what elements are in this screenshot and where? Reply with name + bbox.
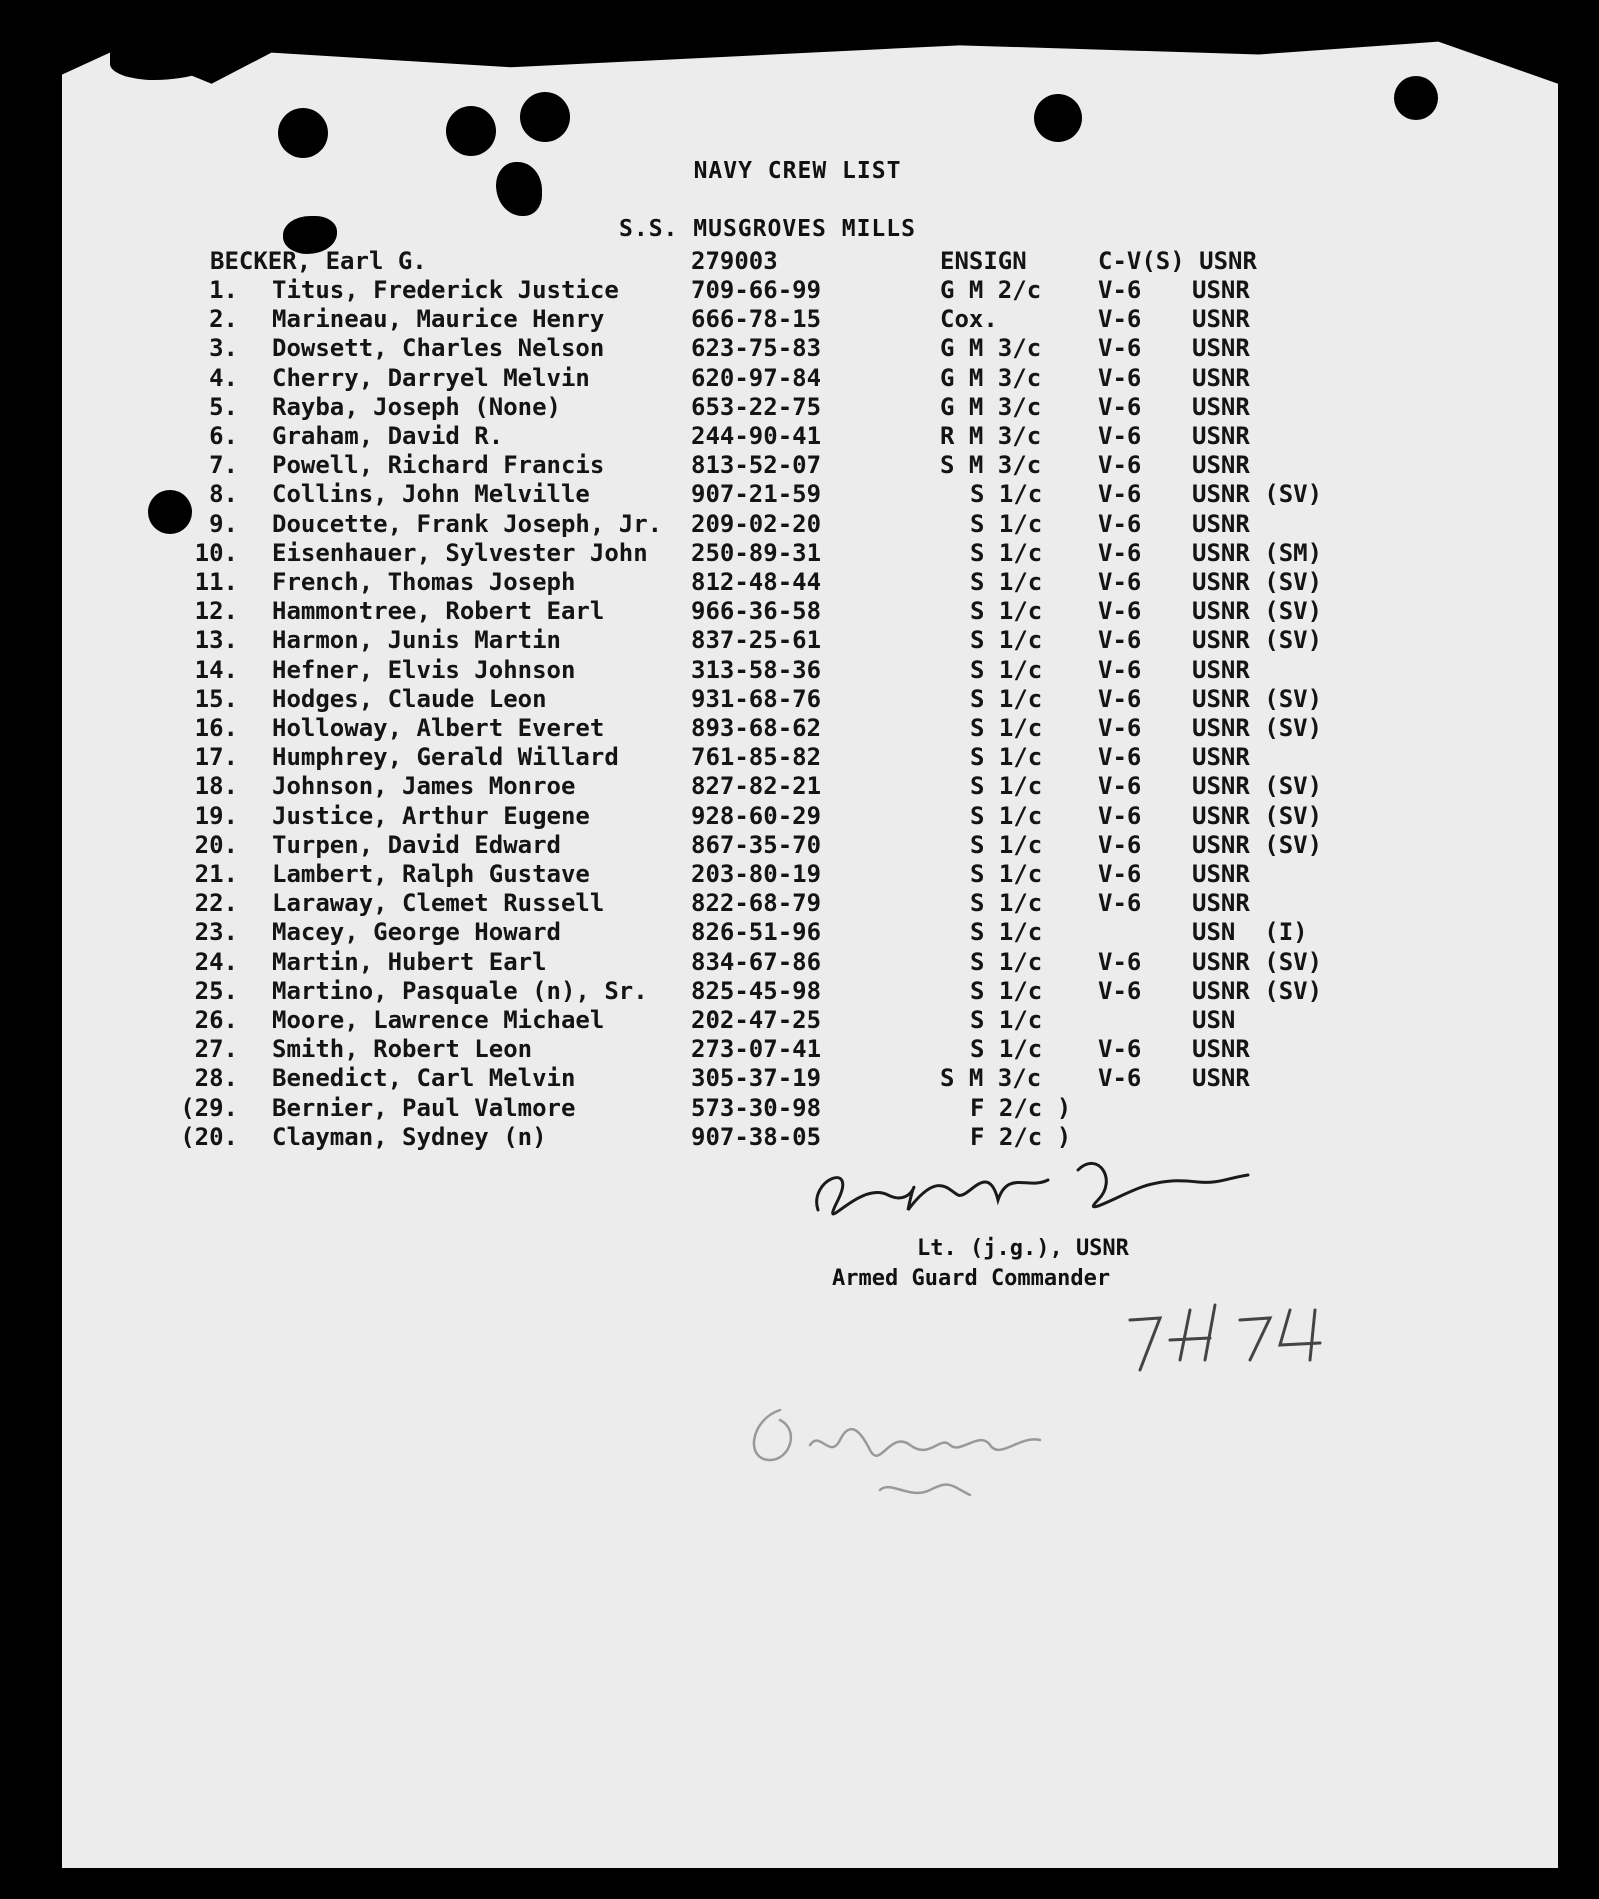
crew-rate: S 1/c [970,509,1043,538]
crew-name: Graham, David R. [272,422,504,450]
punch-hole [1034,94,1082,142]
crew-number: 25. [194,976,238,1005]
crew-row [0,1064,1599,1094]
crew-branch: USNR [1192,655,1250,684]
crew-row [0,480,1599,510]
crew-class: V-6 [1098,568,1142,596]
crew-branch: USNR [1192,334,1250,363]
crew-service-no: 203-80-19 [691,860,822,888]
crew-name: Rayba, Joseph (None) [272,392,561,421]
crew-rate: S 1/c [970,1006,1043,1034]
crew-name: Laraway, Clemet Russell [272,889,605,918]
crew-row [0,393,1599,423]
crew-number: (29. [180,1093,238,1122]
crew-service-no: 812-48-44 [691,568,822,596]
crew-row [0,422,1599,452]
crew-row [0,860,1599,890]
crew-rate: S 1/c [970,860,1043,888]
crew-name: Dowsett, Charles Nelson [272,334,605,363]
crew-row [0,276,1599,306]
signer-position: Armed Guard Commander [832,1266,1111,1291]
crew-branch: USNR [1192,451,1250,480]
crew-service-no: 273-07-41 [691,1035,822,1064]
crew-class: V-6 [1098,480,1142,509]
crew-name: Humphrey, Gerald Willard [272,743,619,772]
crew-branch: USNR (SV) [1192,597,1323,626]
crew-name: Marineau, Maurice Henry [272,305,605,334]
crew-service-no: 313-58-36 [691,655,822,684]
crew-service-no: 827-82-21 [691,772,822,801]
crew-class: V-6 [1098,743,1142,772]
crew-rate: S 1/c [970,830,1043,859]
crew-name: Powell, Richard Francis [272,451,605,480]
crew-number: 11. [194,568,238,596]
crew-class: V-6 [1098,947,1142,976]
crew-number: 10. [194,538,238,567]
crew-service-no: 822-68-79 [691,889,822,918]
crew-service-no: 893-68-62 [691,714,822,742]
crew-name: French, Thomas Joseph [272,568,576,596]
crew-class: V-6 [1098,655,1142,684]
crew-service-no: 907-21-59 [691,480,822,509]
crew-class: V-6 [1098,538,1142,567]
crew-rate: S M 3/c [940,451,1042,480]
crew-row [0,626,1599,656]
crew-branch: USNR (SV) [1192,801,1323,830]
crew-name: Benedict, Carl Melvin [272,1064,576,1093]
crew-number: 28. [194,1064,238,1093]
crew-number: 1. [209,276,238,304]
crew-branch: USNR [1192,889,1250,918]
crew-class: V-6 [1098,305,1142,334]
crew-branch: USNR [1192,392,1250,421]
crew-number: 7. [209,451,238,480]
crew-class: V-6 [1098,830,1142,859]
crew-service-no: 928-60-29 [691,801,822,830]
crew-number: 20. [194,830,238,859]
crew-class: V-6 [1098,363,1142,392]
crew-branch: USNR [1192,305,1250,334]
officer-row [0,247,1599,277]
crew-branch: USNR (SV) [1192,830,1323,859]
crew-row [0,656,1599,686]
crew-number: 19. [194,801,238,830]
officer-name: BECKER, Earl G. [210,247,427,275]
crew-service-no: 761-85-82 [691,743,822,772]
crew-row [0,802,1599,832]
handwritten-date [1120,1300,1360,1380]
crew-class: V-6 [1098,976,1142,1005]
crew-rate: S 1/c [970,743,1043,772]
punch-hole [446,106,496,156]
crew-rate: F 2/c ) [970,1122,1072,1151]
crew-number: 21. [194,860,238,888]
crew-row [0,772,1599,802]
crew-rate: S 1/c [970,918,1043,947]
crew-row [0,510,1599,540]
crew-class: V-6 [1098,1035,1142,1064]
crew-number: 24. [194,947,238,976]
crew-service-no: 620-97-84 [691,363,822,392]
crew-branch: USNR (SV) [1192,626,1323,655]
crew-class: V-6 [1098,451,1142,480]
crew-rate: S 1/c [970,976,1043,1005]
crew-number: 12. [194,597,238,626]
crew-branch: USNR [1192,363,1250,392]
crew-rate: G M 3/c [940,392,1042,421]
crew-class: V-6 [1098,509,1142,538]
crew-name: Macey, George Howard [272,918,561,947]
crew-rate: G M 2/c [940,276,1042,304]
crew-rate: S M 3/c [940,1064,1042,1093]
crew-number: 2. [209,305,238,334]
crew-branch: USNR [1192,1064,1250,1093]
crew-branch: USNR [1192,509,1250,538]
crew-row [0,597,1599,627]
crew-branch: USNR [1192,743,1250,772]
crew-rate: G M 3/c [940,363,1042,392]
officer-class-branch: C-V(S) USNR [1098,247,1257,275]
signature-image [798,1140,1258,1240]
crew-number: 15. [194,684,238,713]
crew-service-no: 931-68-76 [691,684,822,713]
crew-number: 13. [194,626,238,655]
crew-row [0,918,1599,948]
crew-rate: S 1/c [970,947,1043,976]
crew-row [0,1006,1599,1036]
crew-service-no: 305-37-19 [691,1064,822,1093]
crew-service-no: 867-35-70 [691,830,822,859]
officer-service-no: 279003 [691,247,778,275]
crew-class: V-6 [1098,801,1142,830]
crew-class: V-6 [1098,860,1142,888]
crew-rate: S 1/c [970,626,1043,655]
crew-row [0,1035,1599,1065]
crew-class: V-6 [1098,626,1142,655]
crew-branch: USNR [1192,422,1250,450]
crew-rate: S 1/c [970,684,1043,713]
crew-name: Hefner, Elvis Johnson [272,655,576,684]
crew-branch: USNR [1192,276,1250,304]
crew-name: Clayman, Sydney (n) [272,1122,547,1151]
crew-name: Lambert, Ralph Gustave [272,860,590,888]
crew-number: 26. [194,1006,238,1034]
crew-number: 14. [194,655,238,684]
crew-name: Hammontree, Robert Earl [272,597,605,626]
crew-class: V-6 [1098,714,1142,742]
crew-number: 17. [194,743,238,772]
crew-service-no: 837-25-61 [691,626,822,655]
crew-row [0,685,1599,715]
crew-name: Doucette, Frank Joseph, Jr. [272,509,663,538]
crew-name: Collins, John Melville [272,480,590,509]
crew-row [0,889,1599,919]
crew-name: Bernier, Paul Valmore [272,1093,576,1122]
crew-row [0,305,1599,335]
crew-row [0,364,1599,394]
crew-rate: S 1/c [970,772,1043,801]
crew-service-no: 209-02-20 [691,509,822,538]
crew-branch: USN (I) [1192,918,1308,947]
crew-name: Moore, Lawrence Michael [272,1006,605,1034]
crew-rate: S 1/c [970,889,1043,918]
crew-branch: USNR (SV) [1192,480,1323,509]
document-title: NAVY CREW LIST [693,158,902,184]
crew-number: 22. [194,889,238,918]
crew-row [0,948,1599,978]
crew-rate: S 1/c [970,714,1043,742]
crew-name: Holloway, Albert Everet [272,714,605,742]
punch-hole [520,92,570,142]
crew-branch: USNR (SV) [1192,568,1323,596]
crew-row [0,334,1599,364]
crew-rate: S 1/c [970,568,1043,596]
crew-service-no: 623-75-83 [691,334,822,363]
crew-service-no: 813-52-07 [691,451,822,480]
crew-rate: S 1/c [970,1035,1043,1064]
crew-name: Harmon, Junis Martin [272,626,561,655]
crew-class: V-6 [1098,334,1142,363]
crew-branch: USNR (SV) [1192,772,1323,801]
crew-branch: USNR (SV) [1192,947,1323,976]
crew-rate: S 1/c [970,538,1043,567]
crew-service-no: 573-30-98 [691,1093,822,1122]
crew-class: V-6 [1098,422,1142,450]
ship-name: S.S. MUSGROVES MILLS [619,216,916,242]
crew-service-no: 826-51-96 [691,918,822,947]
crew-number: 8. [209,480,238,509]
officer-rate: ENSIGN [940,247,1027,275]
crew-number: (20. [180,1122,238,1151]
crew-rate: G M 3/c [940,334,1042,363]
crew-name: Turpen, David Edward [272,830,561,859]
crew-row [0,743,1599,773]
crew-name: Smith, Robert Leon [272,1035,533,1064]
punch-hole [278,108,328,158]
crew-service-no: 907-38-05 [691,1122,822,1151]
crew-row [0,714,1599,744]
crew-name: Cherry, Darryel Melvin [272,363,590,392]
crew-service-no: 666-78-15 [691,305,822,334]
crew-branch: USNR (SV) [1192,976,1323,1005]
crew-class: V-6 [1098,392,1142,421]
signer-rank: Lt. (j.g.), USNR [917,1236,1129,1261]
crew-name: Hodges, Claude Leon [272,684,547,713]
crew-class: V-6 [1098,684,1142,713]
crew-row [0,831,1599,861]
crew-rate: S 1/c [970,597,1043,626]
crew-branch: USNR (SV) [1192,684,1323,713]
crew-row [0,1094,1599,1124]
crew-number: 3. [209,334,238,363]
crew-number: 6. [209,422,238,450]
crew-number: 5. [209,392,238,421]
crew-service-no: 825-45-98 [691,976,822,1005]
crew-row [0,451,1599,481]
crew-rate: F 2/c ) [970,1093,1072,1122]
crew-number: 18. [194,772,238,801]
crew-name: Eisenhauer, Sylvester John [272,538,648,567]
handwritten-note [740,1390,1120,1520]
crew-branch: USNR (SV) [1192,714,1323,742]
crew-class: V-6 [1098,772,1142,801]
crew-rate: S 1/c [970,655,1043,684]
crew-number: 9. [209,509,238,538]
crew-branch: USNR (SM) [1192,538,1323,567]
crew-number: 4. [209,363,238,392]
crew-number: 27. [194,1035,238,1064]
crew-number: 16. [194,714,238,742]
crew-rate: R M 3/c [940,422,1042,450]
crew-service-no: 653-22-75 [691,392,822,421]
crew-name: Martin, Hubert Earl [272,947,547,976]
punch-hole [1394,76,1438,120]
crew-class: V-6 [1098,597,1142,626]
crew-class: V-6 [1098,1064,1142,1093]
crew-name: Johnson, James Monroe [272,772,576,801]
crew-row [0,977,1599,1007]
crew-rate: Cox. [940,305,998,334]
crew-service-no: 709-66-99 [691,276,822,304]
crew-service-no: 202-47-25 [691,1006,822,1034]
crew-service-no: 834-67-86 [691,947,822,976]
crew-service-no: 244-90-41 [691,422,822,450]
crew-branch: USNR [1192,1035,1250,1064]
crew-row [0,539,1599,569]
crew-rate: S 1/c [970,801,1043,830]
crew-name: Titus, Frederick Justice [272,276,619,304]
crew-class: V-6 [1098,889,1142,918]
paper-tear [110,40,220,80]
crew-rate: S 1/c [970,480,1043,509]
crew-class: V-6 [1098,276,1142,304]
crew-name: Justice, Arthur Eugene [272,801,590,830]
crew-name: Martino, Pasquale (n), Sr. [272,976,648,1005]
crew-number: 23. [194,918,238,947]
crew-branch: USN [1192,1006,1236,1034]
crew-service-no: 250-89-31 [691,538,822,567]
crew-branch: USNR [1192,860,1250,888]
crew-row [0,568,1599,598]
crew-service-no: 966-36-58 [691,597,822,626]
